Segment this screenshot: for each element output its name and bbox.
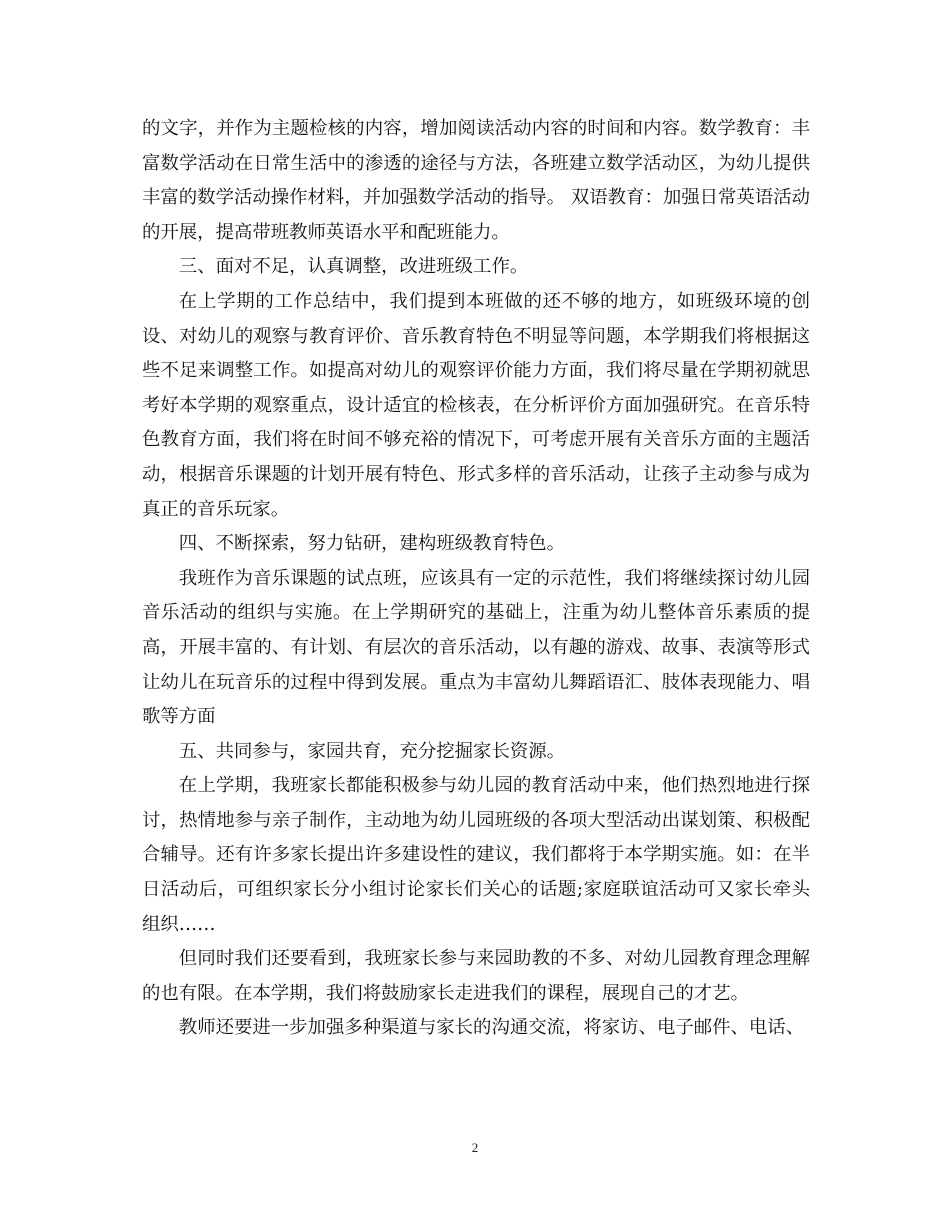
- document-body: [142, 112, 810, 1046]
- paragraph: 教师还要进一步加强多种渠道与家长的沟通交流，将家访、电子邮件、电话、: [178, 1017, 805, 1039]
- page-number: 2: [471, 1140, 479, 1155]
- paragraph: 但同时我们还要看到，我班家长参与来园助教的不多、对幼儿园教育理念理解的也有限。在本学期，我们将鼓励家长走进我们的课程，展现自己的才艺。: [142, 948, 810, 1004]
- paragraph: 在上学期的工作总结中，我们提到本班做的还不够的地方，如班级环境的创设、对幼儿的观察与教育评价、音乐教育特色不明显等问题，本学期我们将根据这些不足来调整工作。如提高对幼儿的观察评价能力方面，我们将尽量在学期初就思考好本学期的观察重点，设计适宜的检核表，在分析评价方面加强研究。在音乐特色教育方面，我们将在时间不够充裕的情况下，可考虑开展有关音乐方面的主题活动，根据音乐课题的计划开展有特色、形式多样的音乐活动，让孩子主动参与成为真正的音乐玩家。: [142, 290, 810, 520]
- paragraph-continued: 的文字，并作为主题检核的内容，增加阅读活动内容的时间和内容。数学教育：丰富数学活动在日常生活中的渗透的途径与方法，各班建立数学活动区，为幼儿提供丰富的数学活动操作材料，并加强数学活动的指导。 双语教育：加强日常英语活动的开展，提高带班教师英语水平和配班能力。: [142, 118, 810, 243]
- paragraph: 在上学期，我班家长都能积极参与幼儿园的教育活动中来，他们热烈地进行探讨，热情地参与亲子制作，主动地为幼儿园班级的各项大型活动出谋划策、积极配合辅导。还有许多家长提出许多建设性的建议，我们都将于本学期实施。如：在半日活动后，可组织家长分小组讨论家长们关心的话题;家庭联谊活动可又家长牵头组织……: [142, 775, 810, 935]
- section-heading-4: 四、不断探索，努力钻研，建构班级教育特色。: [178, 533, 566, 555]
- section-heading-5: 五、共同参与，家园共育，充分挖掘家长资源。: [178, 740, 566, 762]
- paragraph: 我班作为音乐课题的试点班，应该具有一定的示范性，我们将继续探讨幼儿园音乐活动的组织与实施。在上学期研究的基础上，注重为幼儿整体音乐素质的提高，开展丰富的、有计划、有层次的音乐活动，以有趣的游戏、故事、表演等形式让幼儿在玩音乐的过程中得到发展。重点为丰富幼儿舞蹈语汇、肢体表现能力、唱歌等方面: [142, 567, 810, 728]
- section-heading-3: 三、面对不足，认真调整，改进班级工作。: [178, 256, 529, 278]
